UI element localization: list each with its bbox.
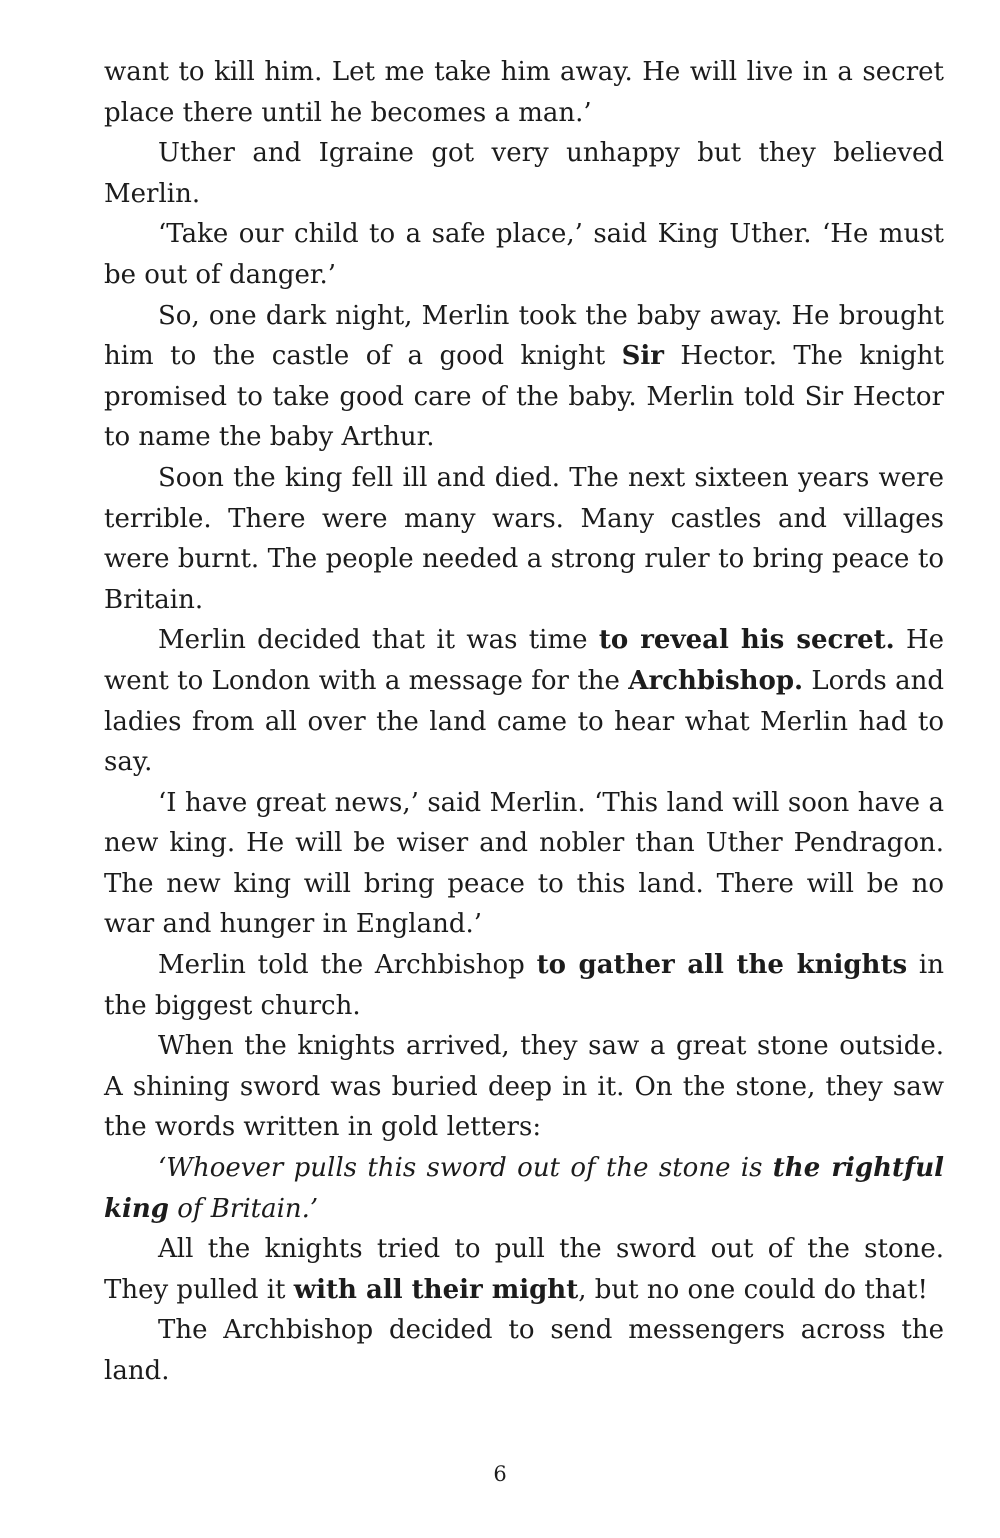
text-run: Sir: [621, 341, 664, 372]
paragraph: [104, 214, 944, 295]
text-run: Hector. The knight promised to take good care of the baby. Merlin told Sir Hector to name the baby Arthur.: [104, 341, 944, 453]
text-run: in the biggest church.: [104, 950, 944, 1021]
paragraph: [104, 458, 944, 620]
page-number: 6: [493, 1462, 507, 1486]
text-run: All the knights tried to pull the sword out of the stone. They pulled it: [104, 1234, 944, 1305]
text-run: want to kill him. Let me take him away. He will live in a secret place there until he becomes a man.’: [104, 57, 944, 128]
text-run: the rightful king: [104, 1153, 944, 1224]
text-run: The Archbishop decided to send messengers across the land.: [104, 1315, 944, 1386]
text-run: Lords and ladies from all over the land came to hear what Merlin had to say.: [104, 665, 944, 778]
text-run: , but no one could do that!: [578, 1274, 928, 1305]
paragraph: [104, 620, 944, 782]
text-run: with all their might: [293, 1274, 579, 1305]
text-run: Merlin told the Archbishop: [158, 950, 537, 981]
paragraph: [104, 52, 944, 133]
paragraph: [104, 783, 944, 945]
paragraph: [104, 1310, 944, 1391]
text-run: ‘Whoever pulls this sword out of the stone is: [158, 1153, 773, 1184]
text-run: ‘Take our child to a safe place,’ said King Uther. ‘He must be out of danger.’: [104, 219, 944, 290]
text-run: He went to London with a message for the: [104, 625, 944, 696]
paragraph: [104, 133, 944, 214]
text-run: ‘I have great news,’ said Merlin. ‘This land will soon have a new king. He will be wiser and nobler than Uther Pendragon. The new king will bring peace to this land. There will be no war and hunger in England.’: [104, 787, 944, 940]
page-body: [104, 52, 944, 1392]
text-run: to gather all the knights: [536, 950, 908, 981]
text-run: of Britain.’: [168, 1193, 319, 1224]
text-run: Uther and Igraine got very unhappy but they believed Merlin.: [104, 138, 944, 209]
paragraph: [104, 1229, 944, 1310]
paragraph: [104, 945, 944, 1026]
text-run: When the knights arrived, they saw a great stone outside. A shining sword was buried deep in it. On the stone, they saw the words written in gold letters:: [104, 1031, 944, 1143]
text-run: Merlin decided that it was time: [158, 625, 599, 656]
paragraph: [104, 1026, 944, 1148]
text-run: Archbishop.: [628, 665, 804, 696]
text-run: So, one dark night, Merlin took the baby away. He brought him to the castle of a good knight: [104, 300, 944, 372]
text-run: to reveal his secret.: [598, 625, 895, 656]
paragraph: [104, 296, 944, 458]
text-run: Soon the king fell ill and died. The next sixteen years were terrible. There were many wars. Many castles and villages were burnt. The people needed a strong ruler to bring peace to Britain.: [104, 462, 944, 615]
paragraph: [104, 1148, 944, 1229]
